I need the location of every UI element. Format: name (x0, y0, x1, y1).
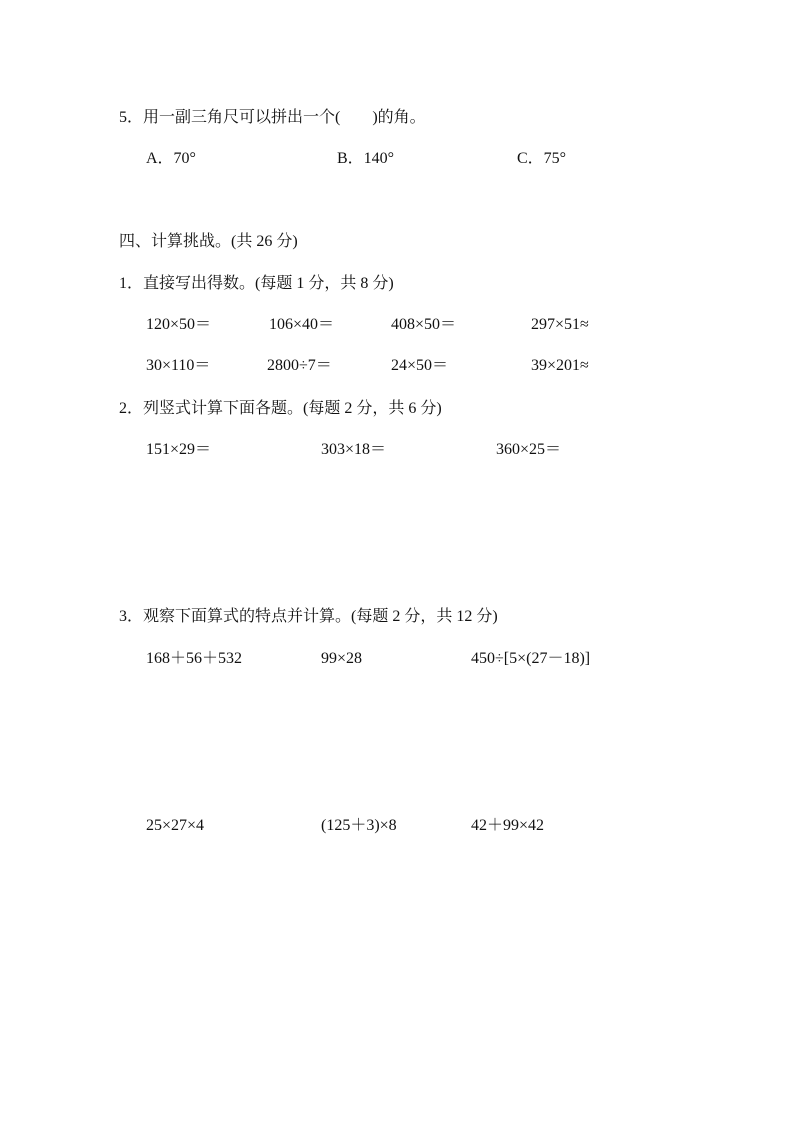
expression: 106×40＝ (269, 316, 335, 333)
option-b: B．140° (337, 150, 395, 167)
part-3-title: 3．观察下面算式的特点并计算。(每题 2 分，共 12 分) (119, 608, 498, 625)
expression: 303×18＝ (321, 441, 387, 458)
expression: (125＋3)×8 (321, 817, 397, 834)
expression: 151×29＝ (146, 441, 212, 458)
part-1-title: 1．直接写出得数。(每题 1 分，共 8 分) (119, 275, 394, 292)
expression: 408×50＝ (391, 316, 457, 333)
expression: 2800÷7＝ (267, 357, 332, 374)
expression: 24×50＝ (391, 357, 449, 374)
expression: 120×50＝ (146, 316, 212, 333)
expression: 450÷[5×(27－18)] (471, 650, 591, 667)
expression: 42＋99×42 (471, 817, 545, 834)
expression: 30×110＝ (146, 357, 211, 374)
expression: 99×28 (321, 650, 363, 667)
question-5-stem: 5．用一副三角尺可以拼出一个( )的角。 (119, 109, 426, 126)
expression: 39×201≈ (531, 357, 589, 374)
part-2-title: 2．列竖式计算下面各题。(每题 2 分，共 6 分) (119, 400, 442, 417)
expression: 168＋56＋532 (146, 650, 243, 667)
section-title: 四、计算挑战。(共 26 分) (119, 233, 298, 250)
expression: 360×25＝ (496, 441, 562, 458)
option-c: C．75° (517, 150, 567, 167)
expression: 25×27×4 (146, 817, 205, 834)
expression: 297×51≈ (531, 316, 589, 333)
option-a: A．70° (146, 150, 196, 167)
